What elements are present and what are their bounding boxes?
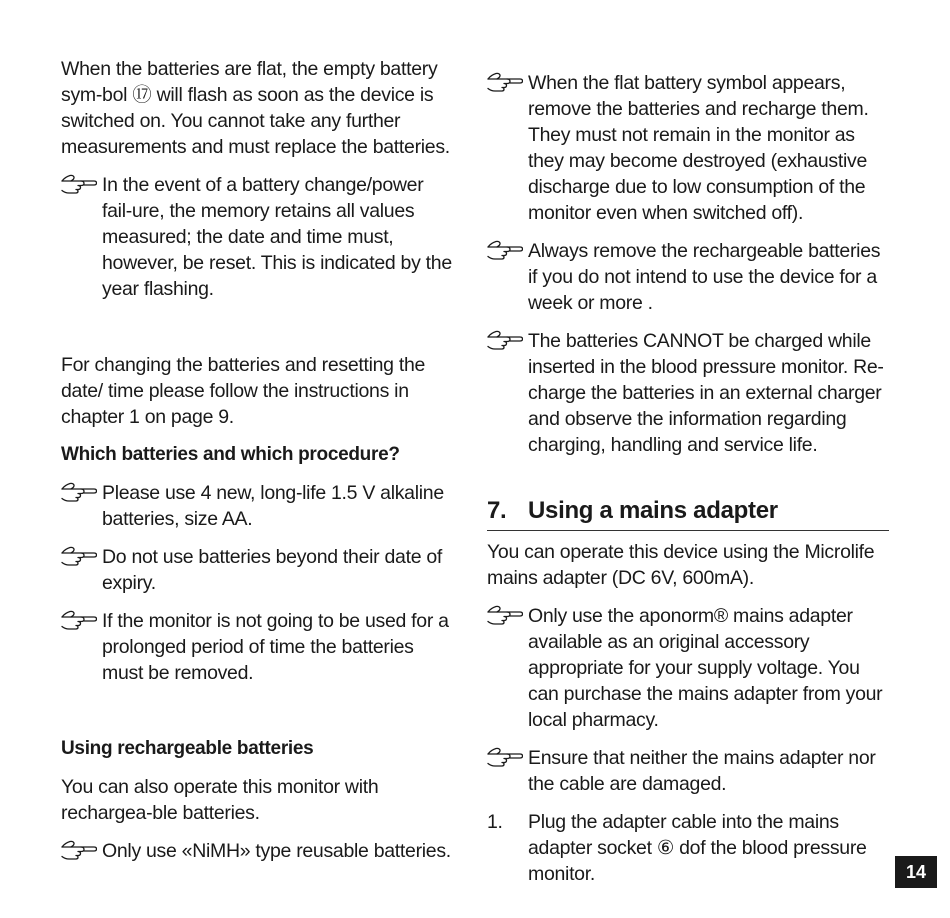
note-no-damage (487, 745, 889, 797)
pointing-hand-icon (61, 840, 97, 860)
spacer (487, 470, 889, 496)
note-cannot-charge (487, 328, 889, 458)
note-text: In the event of a battery change/power fail-ure, the memory retains all values measured; the date and time must, however, be reset. This is indicated by the year flashing. (102, 174, 452, 300)
note-text: Ensure that neither the mains adapter nor the cable are damaged. (528, 747, 876, 795)
pointing-hand-icon (487, 747, 523, 767)
section-title (487, 496, 889, 531)
step-text: Plug the adapter cable into the mains adapter socket ⑥ dof the blood pressure monitor. (528, 811, 867, 885)
batteries-procedure-heading: Which batteries and which procedure? (61, 444, 400, 465)
note-remove-unused (61, 608, 456, 686)
note-text: Always remove the rechargeable batteries if you do not intend to use the device for a week or more . (528, 240, 881, 314)
note-aponorm-adapter (487, 603, 889, 733)
note-alkaline (61, 480, 456, 532)
pointing-hand-icon (61, 546, 97, 566)
section-title-text: Using a mains adapter (528, 497, 778, 524)
rechargeable-paragraph: You can also operate this monitor with rechargea-ble batteries. (61, 776, 379, 824)
note-text: The batteries CANNOT be charged while inserted in the blood pressure monitor. Re-charge the batteries in an external charger and observe the information regarding charging, handling and service life. (528, 330, 884, 456)
rechargeable-heading: Using rechargeable batteries (61, 738, 314, 759)
step-item (487, 809, 889, 887)
spacer (61, 698, 456, 736)
pointing-hand-icon (487, 605, 523, 625)
note-text: Only use «NiMH» type reusable batteries. (102, 840, 451, 862)
pointing-hand-icon (487, 72, 523, 92)
note-flat-battery-symbol (487, 70, 889, 226)
spacer (61, 314, 456, 352)
pointing-hand-icon (61, 482, 97, 502)
pointing-hand-icon (61, 174, 97, 194)
pointing-hand-icon (487, 240, 523, 260)
note-text: Do not use batteries beyond their date of expiry. (102, 546, 443, 594)
step-number: 1. (487, 811, 503, 833)
note-text: Please use 4 new, long-life 1.5 V alkaline batteries, size AA. (102, 482, 444, 530)
changing-batteries-paragraph: For changing the batteries and resetting the date/ time please follow the instructions in chapter 1 on page 9. (61, 354, 426, 428)
note-text: When the flat battery symbol appears, remove the batteries and recharge them. They must not remain in the monitor as they may become destroyed (exhaustive discharge due to low consumption of the monitor even when switched off). (528, 72, 869, 224)
left-column (61, 56, 456, 876)
note-text: Only use the aponorm® mains adapter available as an original accessory appropriate for your supply voltage. You can purchase the mains adapter from your local pharmacy. (528, 605, 883, 731)
page-number-badge: 14 (895, 856, 937, 888)
note-expiry (61, 544, 456, 596)
note-memory-retention (61, 172, 456, 302)
note-remove-rechargeable (487, 238, 889, 316)
right-column (487, 70, 889, 899)
note-nimh (61, 838, 456, 864)
battery-flat-paragraph: When the batteries are flat, the empty battery sym-bol ⑰ will flash as soon as the device is switched on. You cannot take any further measurements and must replace the batteries. (61, 58, 450, 158)
pointing-hand-icon (61, 610, 97, 630)
section-number: 7. (487, 497, 507, 524)
note-text: If the monitor is not going to be used for a prolonged period of time the batteries must be removed. (102, 610, 449, 684)
pointing-hand-icon (487, 330, 523, 350)
mains-adapter-paragraph: You can operate this device using the Microlife mains adapter (DC 6V, 600mA). (487, 541, 875, 589)
